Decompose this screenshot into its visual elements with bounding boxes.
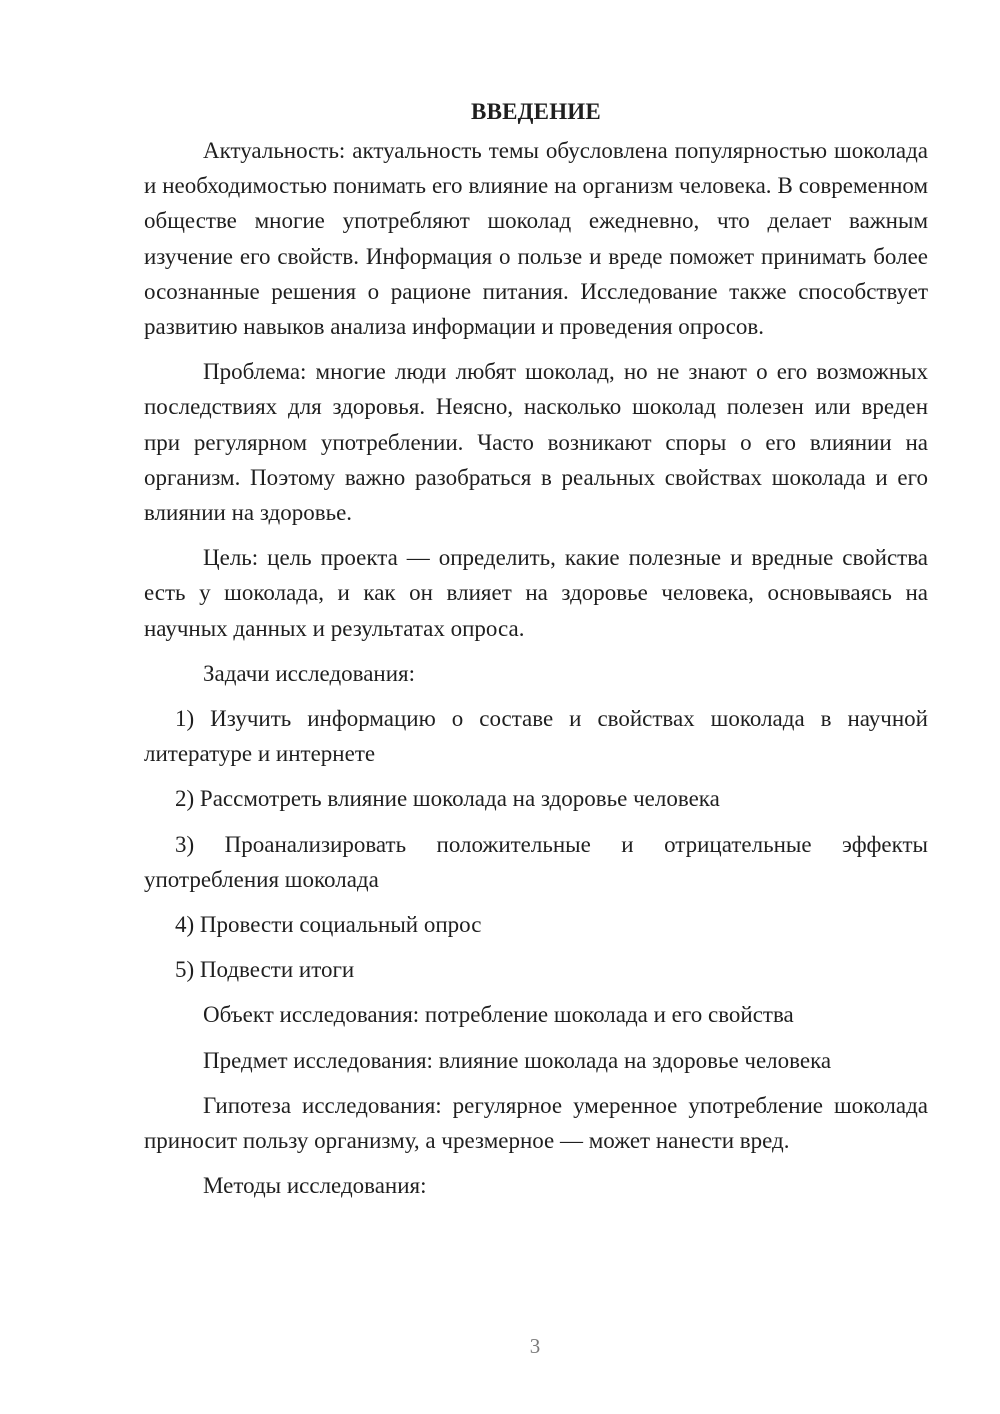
paragraph-subject: Предмет исследования: влияние шоколада на здоровье человека (203, 1047, 832, 1073)
paragraph-problem: Проблема: многие люди любят шоколад, но не знают о его возможных последствиях для здоровья. Неясно, насколько шоколад полезен или вреден при регулярном употреблении. Часто возникают споры о его влиянии на организм. Поэтому важно разобраться в реальных свойствах шоколада и его влиянии на здоровье. (144, 359, 928, 526)
tasks-list (144, 701, 928, 987)
list-item: 1) Изучить информацию о составе и свойствах шоколада в научной литературе и интернете (144, 706, 928, 767)
list-item: 3) Проанализировать положительные и отрицательные эффекты употребления шоколада (144, 831, 928, 892)
list-item: 4) Провести социальный опрос (175, 912, 482, 938)
page-number: 3 (529, 1334, 541, 1358)
paragraph-object: Объект исследования: потребление шоколада и его свойства (203, 1002, 794, 1028)
section-title: ВВЕДЕНИЕ (471, 99, 601, 124)
paragraph-goal: Цель: цель проекта — определить, какие полезные и вредные свойства есть у шоколада, и как он влияет на здоровье человека, основываясь на научных данных и результатах опроса. (144, 545, 928, 641)
methods-heading: Методы исследования: (203, 1173, 427, 1199)
paragraph-hypothesis: Гипотеза исследования: регулярное умеренное употребление шоколада приносит пользу организму, а чрезмерное — может нанести вред. (144, 1092, 928, 1154)
list-item: 5) Подвести итоги (175, 957, 355, 983)
list-item: 2) Рассмотреть влияние шоколада на здоровье человека (175, 786, 720, 812)
paragraph-relevance: Актуальность: актуальность темы обусловлена популярностью шоколада и необходимостью понимать его влияние на организм человека. В современном обществе многие употребляют шоколад ежедневно, что делает важным изучение его свойств. Информация о пользе и вреде поможет принимать более осознанные решения о рационе питания. Исследование также способствует развитию навыков анализа информации и проведения опросов. (144, 138, 928, 340)
tasks-heading: Задачи исследования: (203, 660, 416, 686)
page-body (144, 94, 928, 1203)
